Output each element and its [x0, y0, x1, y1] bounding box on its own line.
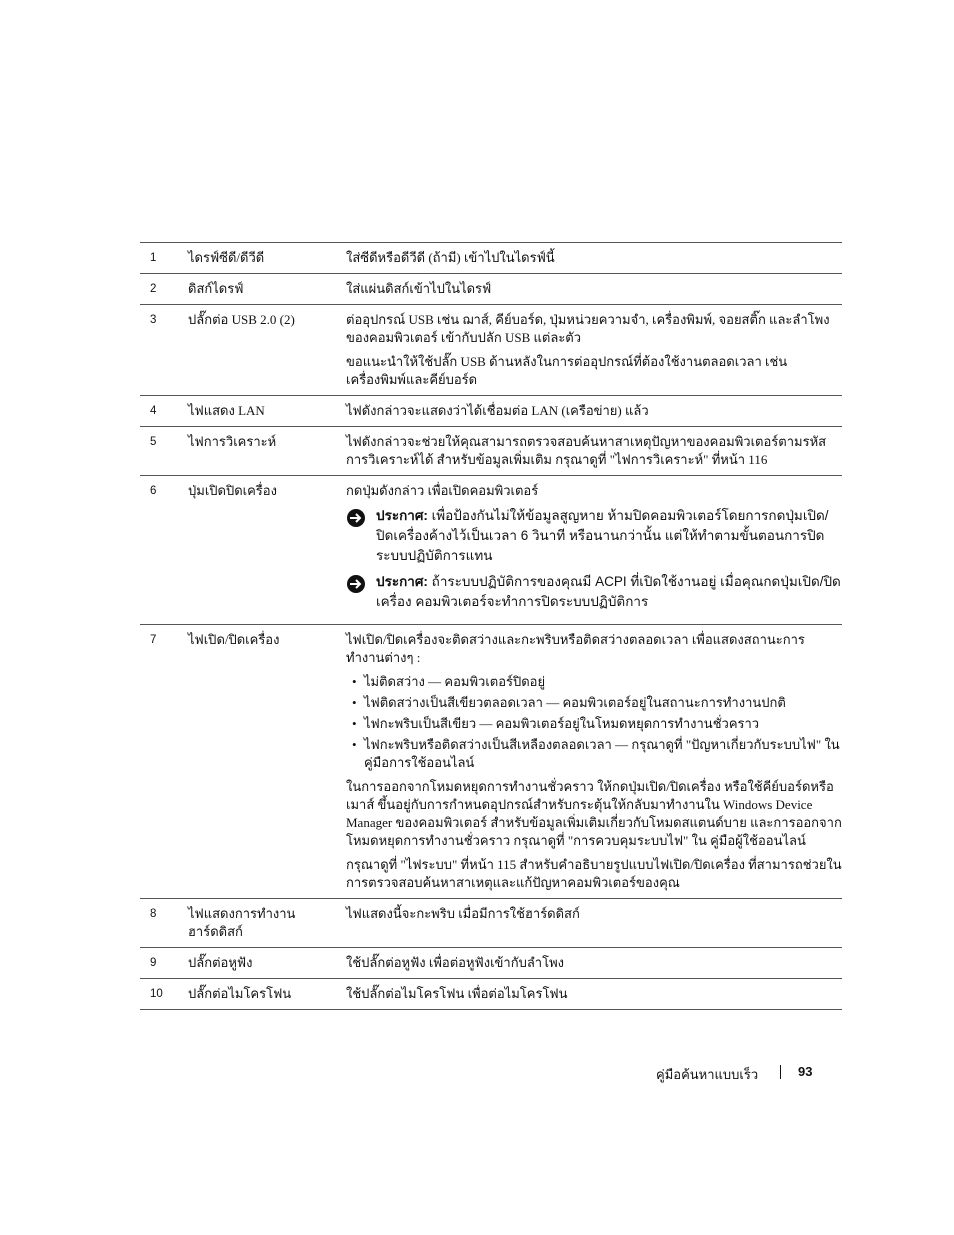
- item-number: 2: [150, 283, 157, 295]
- item-description: ใช้ปลั๊กต่อไมโครโฟน เพื่อต่อไมโครโฟน: [346, 986, 568, 1001]
- item-number: 6: [150, 485, 157, 497]
- item-number: 8: [150, 908, 157, 920]
- notice-label: ประกาศ:: [376, 508, 428, 523]
- item-description: ไฟแสดงนี้จะกะพริบ เมื่อมีการใช้ฮาร์ดดิสก์: [346, 906, 580, 921]
- notice: [346, 506, 842, 566]
- table-row: [140, 242, 842, 273]
- notice: [346, 572, 842, 612]
- item-number: 9: [150, 957, 157, 969]
- item-name: ปุ่มเปิดปิดเครื่อง: [188, 483, 277, 498]
- list-item: • ไฟติดสว่างเป็นสีเขียวตลอดเวลา — คอมพิวเตอร์อยู่ในสถานะการทำงานปกติ: [346, 694, 842, 712]
- item-name: ไดรฟ์ซีดี/ดีวีดี: [188, 250, 265, 265]
- item-name: ไฟแสดงการทำงานฮาร์ดดิสก์: [188, 906, 296, 939]
- notice-icon: [346, 572, 376, 612]
- list-item: • ไฟกะพริบเป็นสีเขียว — คอมพิวเตอร์อยู่ในโหมดหยุดการทำงานชั่วคราว: [346, 715, 842, 733]
- item-name: ไฟเปิด/ปิดเครื่อง: [188, 632, 280, 647]
- table-row: [140, 273, 842, 304]
- item-number: 1: [150, 252, 157, 264]
- page-number: 93: [798, 1064, 813, 1079]
- item-description: ไฟเปิด/ปิดเครื่องจะติดสว่างและกะพริบหรือติดสว่างตลอดเวลา เพื่อแสดงสถานะการทำงานต่างๆ : • ไม่ติดสว่าง — คอมพิวเตอร์ปิดอยู่ • ไฟติดสว่างเป็นสีเขียวตลอดเวลา — คอมพิวเตอร์อยู่ในสถานะการทำงานปกติ • ไฟกะพริบเป็นสีเขียว — คอมพิวเตอร์อยู่ในโหมดหยุดการทำงานชั่วคราว • ไฟกะพริบหรือติดสว่างเป็นสีเหลืองตลอดเวลา — กรุณาดูที่ "ปัญหาเกี่ยวกับระบบไฟ" ใน คู่มือการใช้ออนไลน์ ในการออกจากโหมดหยุดการทำงานชั่วคราว ให้กดปุ่มเปิด/ปิดเครื่อง หรือใช้คีย์บอร์ดหรือเมาส์ ขึ้นอยู่กับการกำหนดอุปกรณ์สำหรับกระตุ้นให้กลับมาทำงานใน Windows Device Manager ของคอมพิวเตอร์ สำหรับข้อมูลเพิ่มเติมเกี่ยวกับโหมดสแตนด์บาย และการออกจากโหมดหยุดการทำงานชั่วคราว กรุณาดูที่ "การควบคุมระบบไฟ" ใน คู่มือผู้ใช้ออนไลน์ กรุณาดูที่ "ไฟระบบ" ที่หน้า 115 สำหรับคำอธิบายรูปแบบไฟเปิด/ปิดเครื่อง ที่สามารถช่วยในการตรวจสอบค้นหาสาเหตุและแก้ปัญหาคอมพิวเตอร์ของคุณ: [346, 631, 842, 892]
- item-name: ไฟแสดง LAN: [188, 403, 265, 418]
- table-row: [140, 304, 842, 395]
- list-item: • ไม่ติดสว่าง — คอมพิวเตอร์ปิดอยู่: [346, 673, 842, 691]
- notice-text: เพื่อป้องกันไม่ให้ข้อมูลสูญหาย ห้ามปิดคอมพิวเตอร์โดยการกดปุ่มเปิด/ปิดเครื่องค้างไว้เป็นเวลา 6 วินาที หรือนานกว่านั้น แต่ให้ทำตามขั้นตอนการปิดระบบปฏิบัติการแทน: [376, 508, 829, 563]
- item-description: กดปุ่มดังกล่าว เพื่อเปิดคอมพิวเตอร์ ประกาศ: เพื่อป้องกันไม่ให้ข้อมูลสูญหาย ห้ามปิดคอมพิวเตอร์โดยการกดปุ่มเปิด/ปิดเครื่องค้างไว้เป็นเวลา 6 วินาที หรือนานกว่านั้น แต่ให้ทำตามขั้นตอนการปิดระบบปฏิบัติการแทน ประกาศ: ถ้าระบบปฏิบัติการของคุณมี ACPI ที่เปิดใช้งานอยู่ เมื่อคุณกดปุ่มเปิด/ปิดเครื่อง คอมพิวเตอร์จะทำการปิดระบบปฏิบัติการ: [346, 482, 842, 618]
- item-number: 10: [150, 988, 163, 1000]
- notice-label: ประกาศ:: [376, 574, 428, 589]
- footer-separator: [780, 1065, 781, 1079]
- status-list: [346, 673, 842, 772]
- item-name: ปลั๊กต่อไมโครโฟน: [188, 986, 292, 1001]
- notice-text: ถ้าระบบปฏิบัติการของคุณมี ACPI ที่เปิดใช้งานอยู่ เมื่อคุณกดปุ่มเปิด/ปิดเครื่อง คอมพิวเตอร์จะทำการปิดระบบปฏิบัติการ: [376, 574, 841, 609]
- item-number: 7: [150, 634, 157, 646]
- table-row: [140, 898, 842, 947]
- item-number: 5: [150, 436, 157, 448]
- item-name: ดิสก์ไดรฟ์: [188, 281, 244, 296]
- item-description: ไฟดังกล่าวจะแสดงว่าได้เชื่อมต่อ LAN (เครือข่าย) แล้ว: [346, 403, 649, 418]
- item-number: 4: [150, 405, 157, 417]
- item-description: ใส่แผ่นดิสก์เข้าไปในไดรฟ์: [346, 281, 492, 296]
- item-description: ต่ออุปกรณ์ USB เช่น ฌาส์, คีย์บอร์ด, ปุ่มหน่วยความจำ, เครื่องพิมพ์, จอยสติ๊ก และลำโพงของคอมพิวเตอร์ เข้ากับปลัก USB แต่ละตัว ขอแนะนำให้ใช้ปลั๊ก USB ด้านหลังในการต่ออุปกรณ์ที่ต้องใช้งานตลอดเวลา เช่น เครื่องพิมพ์และคีย์บอร์ด: [346, 312, 830, 387]
- footer-title: คู่มือค้นหาแบบเร็ว: [656, 1067, 759, 1082]
- notice-icon: [346, 506, 376, 566]
- item-name: ปลั๊กต่อหูฟัง: [188, 955, 253, 970]
- table-row: [140, 947, 842, 978]
- item-description: ใช้ปลั๊กต่อหูฟัง เพื่อต่อหูฟังเข้ากับลำโพง: [346, 955, 564, 970]
- table-row: [140, 395, 842, 426]
- item-description: ใส่ซีดีหรือดีวีดี (ถ้ามี) เข้าไปในไดรฟ์นี้: [346, 250, 555, 265]
- feature-table: [140, 242, 842, 1010]
- table-row: [140, 978, 842, 1010]
- item-name: ไฟการวิเคราะห์: [188, 434, 277, 449]
- item-name: ปลั๊กต่อ USB 2.0 (2): [188, 312, 295, 327]
- list-item: • ไฟกะพริบหรือติดสว่างเป็นสีเหลืองตลอดเวลา — กรุณาดูที่ "ปัญหาเกี่ยวกับระบบไฟ" ใน คู่มือการใช้ออนไลน์: [346, 736, 842, 772]
- table-row: [140, 624, 842, 898]
- table-row: [140, 475, 842, 624]
- item-description: ไฟดังกล่าวจะช่วยให้คุณสามารถตรวจสอบค้นหาสาเหตุปัญหาของคอมพิวเตอร์ตามรหัสการวิเคราะห์ได้ สำหรับข้อมูลเพิ่มเติม กรุณาดูที่ "ไฟการวิเคราะห์" ที่หน้า 116: [346, 434, 827, 467]
- item-number: 3: [150, 314, 157, 326]
- table-row: [140, 426, 842, 475]
